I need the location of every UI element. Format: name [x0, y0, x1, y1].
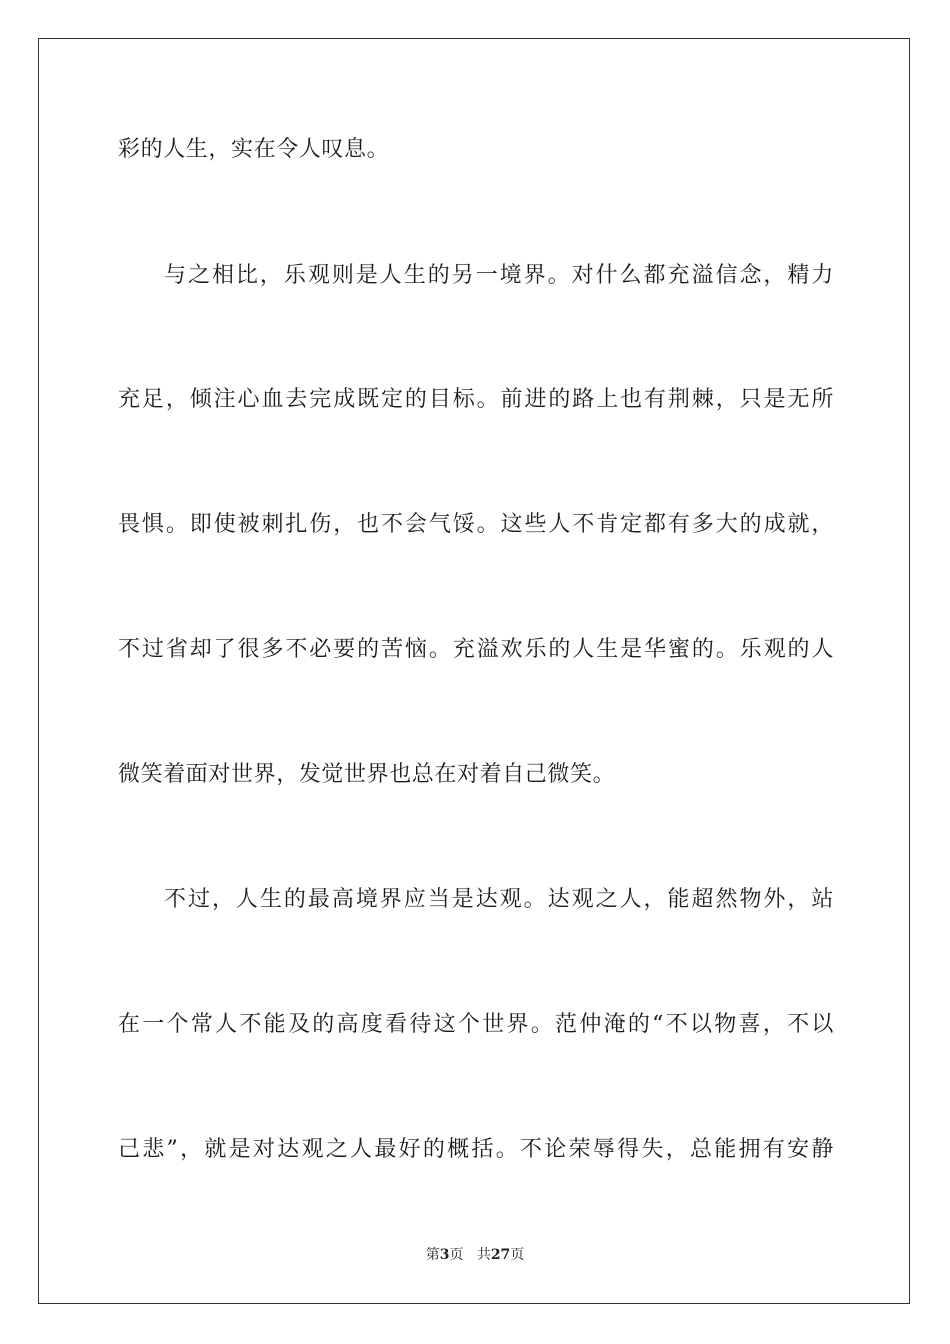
total-suffix: 页 — [510, 1247, 525, 1263]
current-page-number: 3 — [439, 1247, 450, 1263]
text-line: 不过省却了很多不必要的苦恼。充溢欢乐的人生是华蜜的。乐观的人 — [118, 637, 834, 662]
page-prefix: 第 — [425, 1247, 440, 1263]
page-number-footer — [0, 1246, 950, 1264]
text-line: 充足，倾注心血去完成既定的目标。前进的路上也有荆棘，只是无所 — [118, 387, 834, 412]
paragraph-first-line: 不过，人生的最高境界应当是达观。达观之人，能超然物外，站 — [164, 887, 834, 912]
page-suffix: 页 — [449, 1247, 464, 1263]
paragraph-first-line: 与之相比，乐观则是人生的另一境界。对什么都充溢信念，精力 — [164, 263, 834, 288]
text-line: 在一个常人不能及的高度看待这个世界。范仲淹的“不以物喜，不以 — [118, 1012, 834, 1037]
page-border — [38, 38, 910, 1304]
total-page-count: 27 — [490, 1247, 511, 1263]
text-line: 微笑着面对世界，发觉世界也总在对着自己微笑。 — [118, 762, 616, 787]
total-prefix: 共 — [476, 1247, 491, 1263]
text-line: 彩的人生，实在令人叹息。 — [118, 137, 390, 162]
text-line: 己悲”，就是对达观之人最好的概括。不论荣辱得失，总能拥有安静 — [118, 1137, 834, 1162]
text-line: 畏惧。即使被刺扎伤，也不会气馁。这些人不肯定都有多大的成就， — [118, 512, 834, 537]
